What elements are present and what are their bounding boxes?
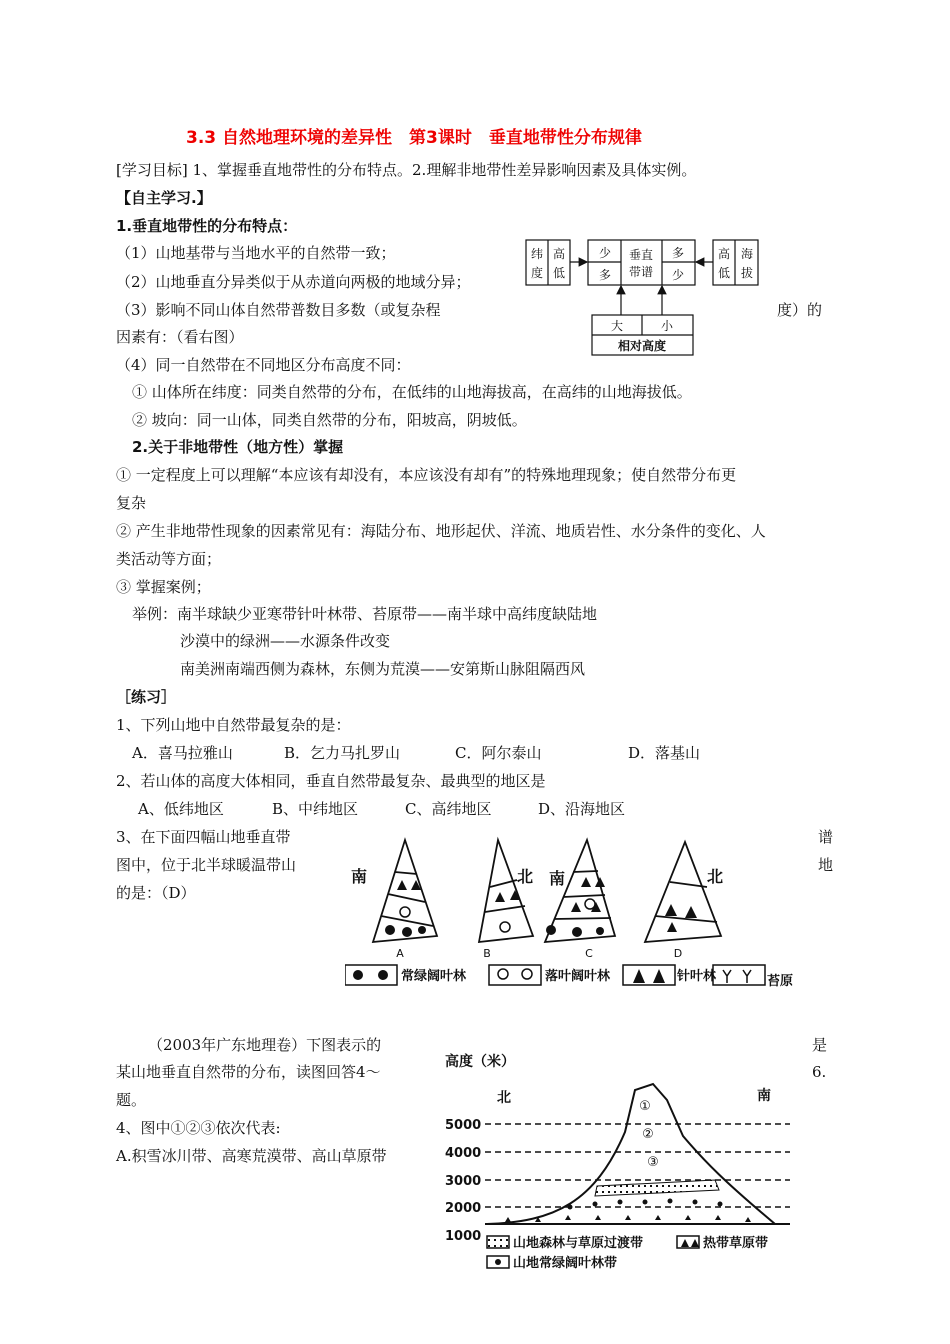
zone-3-label: ③ xyxy=(647,1155,659,1170)
section2-point2-cont: 类活动等方面； xyxy=(116,550,222,568)
example-3: 南美洲南端西侧为森林，东侧为荒漠——安第斯山脉阻隔西风 xyxy=(180,660,586,678)
question-4: 4、图中①②③依次代表: xyxy=(116,1119,281,1137)
vertical-zone-factors-diagram xyxy=(520,235,765,360)
practice-heading: ［练习］ xyxy=(116,688,177,706)
section2-point1-cont: 复杂 xyxy=(116,494,147,512)
q4-intro-tail: 是 xyxy=(812,1036,828,1054)
flow-right-val-2: 少 xyxy=(671,268,685,282)
q4-intro-line2: 某山地垂直自然带的分布，读图回答4～ xyxy=(116,1063,381,1081)
question-3: 3、在下面四幅山地垂直带 xyxy=(116,828,291,846)
flow-center-2: 带谱 xyxy=(628,265,654,279)
q2-option-d: D、沿海地区 xyxy=(538,800,626,818)
mountain-b-direction: 北 xyxy=(516,867,534,886)
conifer-icon xyxy=(633,969,665,983)
section2-point3: ③ 掌握案例； xyxy=(116,578,211,596)
flow-lat-val-1: 高 xyxy=(552,247,566,261)
q4-option-a: A.积雪冰川带、高寒荒漠带、高山草原带 xyxy=(116,1147,387,1165)
question-1: 1、下列山地中自然带最复杂的是： xyxy=(116,716,351,734)
flow-alt-label-1: 海 xyxy=(740,247,754,261)
flow-rel-val-2: 小 xyxy=(660,319,674,333)
section1-heading: 1.垂直地带性的分布特点： xyxy=(116,217,298,235)
q4-intro-line3: 题。 xyxy=(116,1091,147,1109)
q1-option-a: A．喜马拉雅山 xyxy=(132,744,233,762)
legend-tundra: 苔原 xyxy=(767,974,794,989)
flow-alt-val-1: 高 xyxy=(717,247,731,261)
question-2: 2、若山体的高度大体相同，垂直自然带最复杂、最典型的地区是 xyxy=(116,772,546,790)
ytick-2000: 2000 xyxy=(445,1201,482,1216)
flow-left-val-1: 少 xyxy=(598,246,612,260)
flow-alt-val-2: 低 xyxy=(717,266,731,280)
section2-point1: ① 一定程度上可以理解“本应该有却没有，本应该没有却有”的特殊地理现象；使自然带分布更 xyxy=(116,466,737,484)
ytick-3000: 3000 xyxy=(445,1174,482,1189)
mountain-d-direction: 北 xyxy=(706,867,724,886)
profile-ylabel: 高度（米） xyxy=(445,1054,515,1070)
legend-deciduous-broadleaf: 落叶阔叶林 xyxy=(545,969,611,984)
q1-option-d: D．落基山 xyxy=(628,744,701,762)
page-title: 3.3 自然地理环境的差异性 第3课时 垂直地带性分布规律 xyxy=(186,128,642,148)
question-3-line3: 的是：（D） xyxy=(116,884,196,902)
mountain-c-direction: 南 xyxy=(548,869,566,888)
deciduous-broadleaf-icon xyxy=(498,969,508,979)
flow-rel-val-1: 大 xyxy=(610,319,624,333)
section1-item4a: ① 山体所在纬度：同类自然带的分布，在低纬的山地海拔高，在高纬的山地海拔低。 xyxy=(132,383,692,401)
profile-south: 南 xyxy=(757,1088,771,1104)
q2-option-c: C、高纬地区 xyxy=(405,800,492,818)
legend-montane-evergreen-forest: 山地常绿阔叶林带 xyxy=(513,1256,618,1271)
flow-right-val-1: 多 xyxy=(671,246,685,260)
evergreen-forest-icon xyxy=(495,1259,501,1265)
legend-evergreen-broadleaf: 常绿阔叶林 xyxy=(401,969,467,984)
section2-point2: ② 产生非地带性现象的因素常见有：海陆分布、地形起伏、洋流、地质岩性、水分条件的变化、人 xyxy=(116,522,766,540)
zone-2-label: ② xyxy=(642,1127,654,1142)
q2-option-b: B、中纬地区 xyxy=(272,800,359,818)
flow-left-val-2: 多 xyxy=(598,268,612,282)
section1-item3-tail: 度）的 xyxy=(777,301,823,319)
q1-option-c: C．阿尔泰山 xyxy=(455,744,542,762)
mountain-c-label: C xyxy=(585,947,593,960)
q1-option-b: B．乞力马扎罗山 xyxy=(284,744,401,762)
mountain-zones-figure xyxy=(345,832,805,992)
flow-lat-label-2: 度 xyxy=(530,266,544,280)
section1-item1: （1）山地基带与当地水平的自然带一致； xyxy=(116,244,396,262)
ytick-4000: 4000 xyxy=(445,1146,482,1161)
q4-intro: （2003年广东地理卷）下图表示的 xyxy=(148,1036,382,1054)
question-3-line2: 图中，位于北半球暖温带山 xyxy=(116,856,297,874)
ytick-1000: 1000 xyxy=(445,1229,482,1244)
evergreen-broadleaf-icon xyxy=(353,970,363,980)
legend-conifer: 针叶林 xyxy=(677,969,717,984)
zone-1-label: ① xyxy=(639,1099,651,1114)
mountain-profile-figure xyxy=(445,1052,805,1282)
section1-item3-cont: 因素有：（看右图） xyxy=(116,328,244,346)
section2-heading: 2.关于非地带性（地方性）掌握 xyxy=(132,438,344,456)
flow-center-1: 垂直 xyxy=(628,248,654,262)
self-study-heading: 【自主学习.】 xyxy=(116,189,212,207)
legend-forest-grassland-transition: 山地森林与草原过渡带 xyxy=(513,1236,644,1251)
learning-objectives: [学习目标] 1、掌握垂直地带性的分布特点。2.理解非地带性差异影响因素及具体实例。 xyxy=(116,161,697,179)
legend-tropical-savanna: 热带草原带 xyxy=(703,1236,769,1251)
mountain-a-label: A xyxy=(396,947,404,960)
section1-item2: （2）山地垂直分异类似于从赤道向两极的地域分异； xyxy=(116,273,471,291)
mountain-a-direction: 南 xyxy=(350,867,368,886)
section1-item4b: ② 坡向：同一山体，同类自然带的分布，阳坡高，阴坡低。 xyxy=(132,411,527,429)
mountain-d-label: D xyxy=(673,947,683,960)
q2-option-a: A、低纬地区 xyxy=(138,800,224,818)
ytick-5000: 5000 xyxy=(445,1118,482,1133)
mountain-b-label: B xyxy=(483,947,491,960)
flow-rel-label: 相对高度 xyxy=(617,339,667,353)
question-3-tail: 谱 xyxy=(818,828,834,846)
question-3-line2-tail: 地 xyxy=(818,856,834,874)
flow-lat-label-1: 纬 xyxy=(530,247,544,261)
flow-lat-val-2: 低 xyxy=(552,266,566,280)
example-1: 举例：南半球缺少亚寒带针叶林带、苔原带——南半球中高纬度缺陆地 xyxy=(132,605,598,623)
flow-alt-label-2: 拔 xyxy=(740,266,754,280)
tundra-icon xyxy=(723,970,751,983)
q4-intro-line2-tail: 6. xyxy=(812,1063,827,1081)
example-2: 沙漠中的绿洲——水源条件改变 xyxy=(180,632,391,650)
section1-item4: （4）同一自然带在不同地区分布高度不同： xyxy=(116,356,411,374)
section1-item3: （3）影响不同山体自然带普数目多数（或复杂程 xyxy=(116,301,441,319)
profile-north: 北 xyxy=(497,1090,511,1106)
